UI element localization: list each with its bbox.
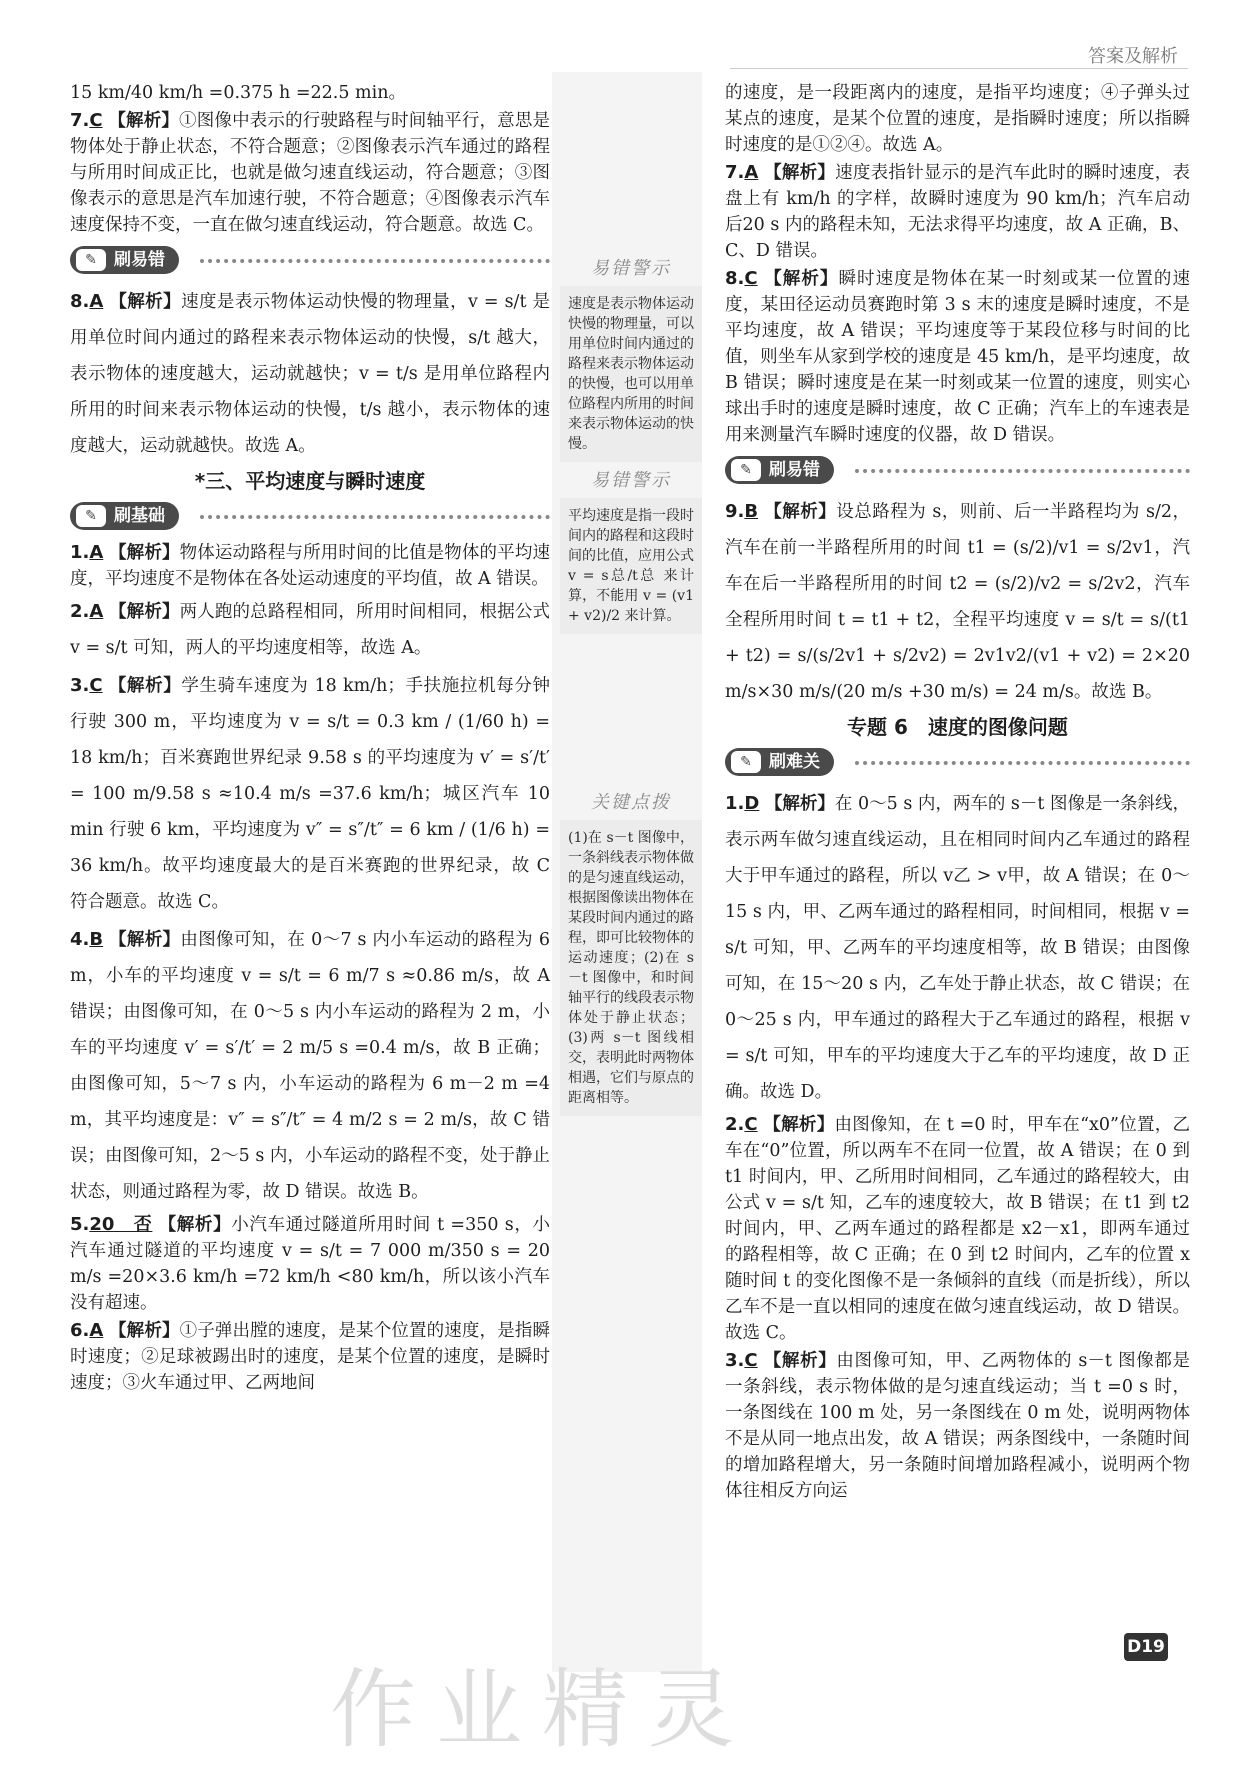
q-text: 速度表指针显示的是汽车此时的瞬时速度，表盘上有 km/h 的字样，故瞬时速度为 90 km/h；汽车启动后20 s 内的路程未知，无法求得平均速度，故 A 正确，B、C、D 错误。 bbox=[725, 163, 1191, 261]
q-answer: C bbox=[744, 1350, 758, 1371]
dotted-rule bbox=[855, 469, 1190, 473]
left-q6 bbox=[70, 1318, 550, 1396]
q-answer: C bbox=[744, 268, 758, 289]
q-answer: A bbox=[89, 601, 104, 622]
analysis-tag: 【解析】 bbox=[109, 1321, 180, 1341]
left-q7 bbox=[70, 108, 550, 238]
note-yicuo-2: 平均速度是指一段时间内的路程和这段时间的比值，应用公式 v = s总/t总 来计算，不能用 v = (v1 + v2)/2 来计算。 bbox=[560, 498, 702, 634]
q-answer: A bbox=[744, 162, 759, 183]
left-column bbox=[70, 80, 550, 1398]
dotted-rule bbox=[200, 259, 550, 263]
dotted-rule bbox=[200, 515, 550, 519]
q-text: 两人跑的总路程相同，所用时间相同，根据公式 v = s/t 可知，两人的平均速度相等，故选 A。 bbox=[70, 602, 550, 658]
q-answer: C bbox=[89, 675, 103, 696]
note-heading: 易错警示 bbox=[591, 258, 671, 279]
right-q3 bbox=[725, 1348, 1190, 1504]
q-number: 5. bbox=[70, 1214, 90, 1235]
left-q5 bbox=[70, 1212, 550, 1316]
q-number: 3. bbox=[725, 1350, 745, 1371]
header-divider bbox=[730, 68, 1188, 69]
q-answer: C bbox=[744, 1114, 758, 1135]
watermark: 作业精灵 bbox=[330, 1660, 754, 1760]
q-text: 在 0～5 s 内，两车的 s－t 图像是一条斜线，表示两车做匀速直线运动，且在相同时间内乙车通过的路程大于甲车通过的路程，所以 v乙 > v甲，故 A 错误；在 0～15 s 内，甲、乙两车通过的路程相同，时间相同，根据 v = s/t 可知，甲、乙两车的平均速度相等，故 B 错误；由图像可知，在 15～20 s 内，乙车处于静止状态，故 C 错误；在 0～25 s 内，甲车通过的路程大于乙车通过的路程，根据 v = s/t 可知，甲车的平均速度大于乙车的平均速度，故 D 正确。故选 D。 bbox=[725, 794, 1191, 1102]
right-continuation: 的速度，是一段距离内的速度，是指平均速度；④子弹头过某点的速度，是某个位置的速度，是指瞬时速度；所以指瞬时速度的是①②④。故选 A。 bbox=[725, 83, 1190, 155]
note-heading: 关键点拨 bbox=[591, 792, 671, 813]
q-answer: D bbox=[744, 793, 760, 814]
brush-icon: ✎ bbox=[731, 751, 761, 773]
left-q8 bbox=[70, 284, 550, 464]
q-number: 2. bbox=[70, 601, 90, 622]
banner-label: 刷基础 bbox=[114, 506, 165, 526]
banner-label: 刷易错 bbox=[114, 250, 165, 270]
q-text: 由图像可知，甲、乙两物体的 s－t 图像都是一条斜线，表示物体做的是匀速直线运动；当 t =0 s 时，一条图线在 100 m 处，另一条图线在 0 m 处，说明两物体不是从同一地点出发，故 A 错误；两条图线中，一条随时间的增加路程增大，另一条随时间增加路程减小，说明两个物体往相反方向运 bbox=[725, 1351, 1190, 1501]
q-number: 9. bbox=[725, 501, 745, 522]
q-text: 由图像知，在 t =0 时，甲车在“x0”位置，乙车在“0”位置，所以两车不在同一位置，故 A 错误；在 0 到 t1 时间内，甲、乙所用时间相同，乙车通过的路程较大，由公式 v = s/t 知，乙车的速度较大，故 B 错误；在 t1 到 t2 时间内，甲、乙两车通过的路程都是 x2－x1，即两车通过的路程相等，故 C 正确；在 0 到 t2 时间内，乙车的位置 x 随时间 t 的变化图像不是一条倾斜的直线（而是折线），所以乙车不是一直以相同的速度在做匀速直线运动，故 D 错误。故选 C。 bbox=[725, 1115, 1190, 1343]
left-q1 bbox=[70, 540, 550, 592]
q-number: 1. bbox=[70, 542, 90, 563]
left-q4 bbox=[70, 922, 550, 1210]
banner-label: 刷难关 bbox=[769, 752, 820, 772]
q-answer: C bbox=[89, 110, 103, 131]
q-number: 8. bbox=[70, 291, 90, 312]
q-text: 设总路程为 s，则前、后一半路程均为 s/2，汽车在前一半路程所用的时间 t1 = (s/2)/v1 = s/2v1，汽车在后一半路程所用的时间 t2 = (s/2)/v2 = s/2v2，汽车全程所用时间 t = t1 + t2，全程平均速度 v = s/t = s/(t1 + t2) = s/(s/2v1 + s/2v2) = 2v1v2/(v1 + v2) = 2×20 m/s×30 m/s/(20 m/s +30 m/s) = 24 m/s。故选 B。 bbox=[725, 502, 1190, 702]
page-number-badge: D19 bbox=[1124, 1633, 1168, 1661]
left-q2 bbox=[70, 594, 550, 666]
banner-shua-jichu bbox=[70, 500, 550, 534]
q-text: ①子弹出膛的速度，是某个位置的速度，是指瞬时速度；②足球被踢出时的速度，是某个位置的速度，是瞬时速度；③火车通过甲、乙两地间 bbox=[70, 1321, 550, 1393]
q-number: 7. bbox=[70, 110, 90, 131]
q-number: 1. bbox=[725, 793, 745, 814]
q-text: 物体运动路程与所用时间的比值是物体的平均速度，平均速度不是物体在各处运动速度的平均值，故 A 错误。 bbox=[70, 543, 550, 589]
left-formula-line: 15 km/40 km/h =0.375 h =22.5 min。 bbox=[70, 83, 406, 103]
note-heading: 易错警示 bbox=[591, 470, 671, 491]
right-q2 bbox=[725, 1112, 1190, 1346]
section-title-average-speed: *三、平均速度与瞬时速度 bbox=[194, 469, 426, 493]
analysis-tag: 【解析】 bbox=[764, 269, 839, 289]
q-number: 3. bbox=[70, 675, 90, 696]
q-answer: A bbox=[89, 542, 104, 563]
right-q1 bbox=[725, 786, 1190, 1110]
margin-notes bbox=[560, 250, 702, 1116]
q-answer: 20 否 bbox=[89, 1214, 153, 1235]
q-text: 小汽车通过隧道所用时间 t =350 s，小汽车通过隧道的平均速度 v = s/t = 7 000 m/350 s = 20 m/s =20×3.6 km/h =72 km/h <80 km/h，所以该小汽车没有超速。 bbox=[70, 1215, 550, 1313]
right-q8 bbox=[725, 266, 1190, 448]
banner-shua-nanguan bbox=[725, 746, 1190, 780]
spacer bbox=[560, 634, 702, 784]
dotted-rule bbox=[855, 761, 1190, 765]
q-text: 瞬时速度是物体在某一时刻或某一位置的速度，某田径运动员赛跑时第 3 s 末的速度是瞬时速度，不是平均速度，故 A 错误；平均速度等于某段位移与时间的比值，则坐车从家到学校的速度是 45 km/h，是平均速度，故 B 错误；瞬时速度是在某一时刻或某一位置的速度，则实心球出手时的速度是瞬时速度，故 C 正确；汽车上的车速表是用来测量汽车瞬时速度的仪器，故 D 错误。 bbox=[725, 269, 1190, 445]
note-yicuo-1: 速度是表示物体运动快慢的物理量，可以用单位时间内通过的路程来表示物体运动的快慢，也可以用单位路程内所用的时间来表示物体运动的快慢。 bbox=[560, 286, 702, 462]
brush-icon: ✎ bbox=[76, 505, 106, 527]
q-answer: A bbox=[89, 1320, 104, 1341]
banner-shua-yicuo-right bbox=[725, 454, 1190, 488]
analysis-tag: 【解析】 bbox=[764, 163, 836, 183]
q-number: 8. bbox=[725, 268, 745, 289]
q-number: 6. bbox=[70, 1320, 90, 1341]
q-number: 4. bbox=[70, 929, 90, 950]
right-column bbox=[725, 80, 1190, 1506]
analysis-tag: 【解析】 bbox=[109, 292, 182, 312]
q-answer: A bbox=[89, 291, 104, 312]
page-header: 答案及解析 bbox=[1088, 46, 1178, 67]
analysis-tag: 【解析】 bbox=[109, 543, 180, 563]
q-text: 速度是表示物体运动快慢的物理量，v = s/t 是用单位时间内通过的路程来表示物体运动的快慢，s/t 越大，表示物体的速度越大，运动就越快；v = t/s 是用单位路程内所用的时间来表示物体运动的快慢，t/s 越小，表示物体的速度越大，运动就越快。故选 A。 bbox=[70, 292, 550, 456]
analysis-tag: 【解析】 bbox=[764, 502, 837, 522]
q-text: 由图像可知，在 0～7 s 内小车运动的路程为 6 m，小车的平均速度 v = s/t = 6 m/7 s ≈0.86 m/s，故 A 错误；由图像可知，在 0～5 s 内小车运动的路程为 2 m，小车的平均速度 v′ = s′/t′ = 2 m/5 s =0.4 m/s，故 B 正确；由图像可知，5～7 s 内，小车运动的路程为 6 m－2 m =4 m，其平均速度是：v″ = s″/t″ = 4 m/2 s = 2 m/s，故 C 错误；由图像可知，2～5 s 内，小车运动的路程不变，处于静止状态，则通过路程为零，故 D 错误。故选 B。 bbox=[70, 930, 550, 1202]
banner-label: 刷易错 bbox=[769, 460, 820, 480]
note-key-point: (1)在 s－t 图像中，一条斜线表示物体做的是匀速直线运动，根据图像读出物体在某段时间内通过的路程，即可比较物体的运动速度；(2)在 s－t 图像中，和时间轴平行的线段表示物体处于静止状态；(3)两 s－t 图线相交，表明此时两物体相遇，它们与原点的距离相等。 bbox=[560, 820, 702, 1116]
brush-icon: ✎ bbox=[731, 459, 761, 481]
q-text: 学生骑车速度为 18 km/h；手扶施拉机每分钟行驶 300 m，平均速度为 v = s/t = 0.3 km / (1/60 h) = 18 km/h；百米赛跑世界纪录 9.58 s 的平均速度为 v′ = s′/t′ = 100 m/9.58 s ≈10.4 m/s =37.6 km/h；城区汽车 10 min 行驶 6 km，平均速度为 v″ = s″/t″ = 6 km / (1/6 h) = 36 km/h。故平均速度最大的是百米赛跑的世界纪录，故 C 符合题意。故选 C。 bbox=[70, 676, 550, 912]
analysis-tag: 【解析】 bbox=[109, 930, 181, 950]
analysis-tag: 【解析】 bbox=[109, 602, 180, 622]
analysis-tag: 【解析】 bbox=[108, 676, 182, 696]
q-answer: B bbox=[89, 929, 104, 950]
analysis-tag: 【解析】 bbox=[763, 1351, 837, 1371]
section-title-topic6: 专题 6 速度的图像问题 bbox=[847, 715, 1068, 739]
analysis-tag: 【解析】 bbox=[158, 1215, 232, 1235]
analysis-tag: 【解析】 bbox=[108, 111, 180, 131]
brush-icon: ✎ bbox=[76, 249, 106, 271]
q-answer: B bbox=[744, 501, 759, 522]
analysis-tag: 【解析】 bbox=[763, 1115, 835, 1135]
analysis-tag: 【解析】 bbox=[764, 794, 835, 814]
banner-shua-yicuo bbox=[70, 244, 550, 278]
q-text: ①图像中表示的行驶路程与时间轴平行，意思是物体处于静止状态，不符合题意；②图像表示汽车通过的路程与所用时间成正比，也就是做匀速直线运动，符合题意；③图像表示的意思是汽车加速行驶，不符合题意；④图像表示汽车速度保持不变，一直在做匀速直线运动，符合题意。故选 C。 bbox=[70, 111, 551, 235]
left-q3 bbox=[70, 668, 550, 920]
right-q7 bbox=[725, 160, 1190, 264]
q-number: 7. bbox=[725, 162, 745, 183]
right-q9 bbox=[725, 494, 1190, 710]
q-number: 2. bbox=[725, 1114, 745, 1135]
